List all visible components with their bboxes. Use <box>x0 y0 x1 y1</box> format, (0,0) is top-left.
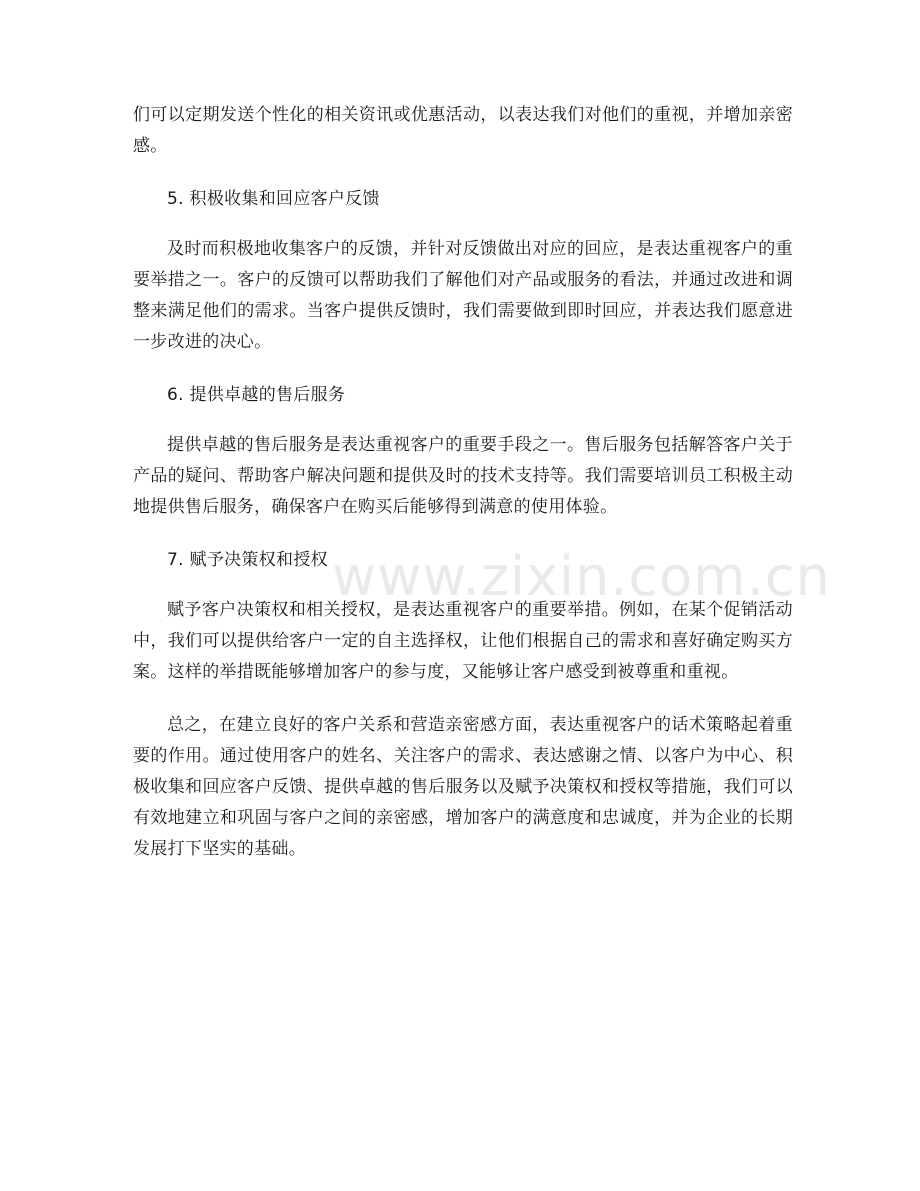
paragraph-after-sales: 提供卓越的售后服务是表达重视客户的重要手段之一。售后服务包括解答客户关于产品的疑问、帮助客户解决问题和提供及时的技术支持等。我们需要培训员工积极主动地提供售后服务，确保客户在购买后能够得到满意的使用体验。 <box>133 435 793 517</box>
section-heading-5: 5. 积极收集和回应客户反馈 <box>167 189 380 209</box>
document-body <box>133 100 793 865</box>
section-heading-7: 7. 赋予决策权和授权 <box>167 550 328 570</box>
paragraph-authorization: 赋予客户决策权和相关授权，是表达重视客户的重要举措。例如，在某个促销活动中，我们可以提供给客户一定的自主选择权，让他们根据自己的需求和喜好确定购买方案。这样的举措既能够增加客户的参与度，又能够让客户感受到被尊重和重视。 <box>133 600 793 682</box>
watermark-text: www.zixin.com.cn <box>332 545 831 608</box>
paragraph-summary: 总之，在建立良好的客户关系和营造亲密感方面，表达重视客户的话术策略起着重要的作用。通过使用客户的姓名、关注客户的需求、表达感谢之情、以客户为中心、积极收集和回应客户反馈、提供卓越的售后服务以及赋予决策权和授权等措施，我们可以有效地建立和巩固与客户之间的亲密感，增加客户的满意度和忠诚度，并为企业的长期发展打下坚实的基础。 <box>133 715 793 859</box>
paragraph-continuation: 们可以定期发送个性化的相关资讯或优惠活动，以表达我们对他们的重视，并增加亲密感。 <box>133 105 793 156</box>
paragraph-feedback: 及时而积极地收集客户的反馈，并针对反馈做出对应的回应，是表达重视客户的重要举措之一。客户的反馈可以帮助我们了解他们对产品或服务的看法，并通过改进和调整来满足他们的需求。当客户提供反馈时，我们需要做到即时回应，并表达我们愿意进一步改进的决心。 <box>133 239 793 352</box>
section-heading-6: 6. 提供卓越的售后服务 <box>167 385 346 405</box>
